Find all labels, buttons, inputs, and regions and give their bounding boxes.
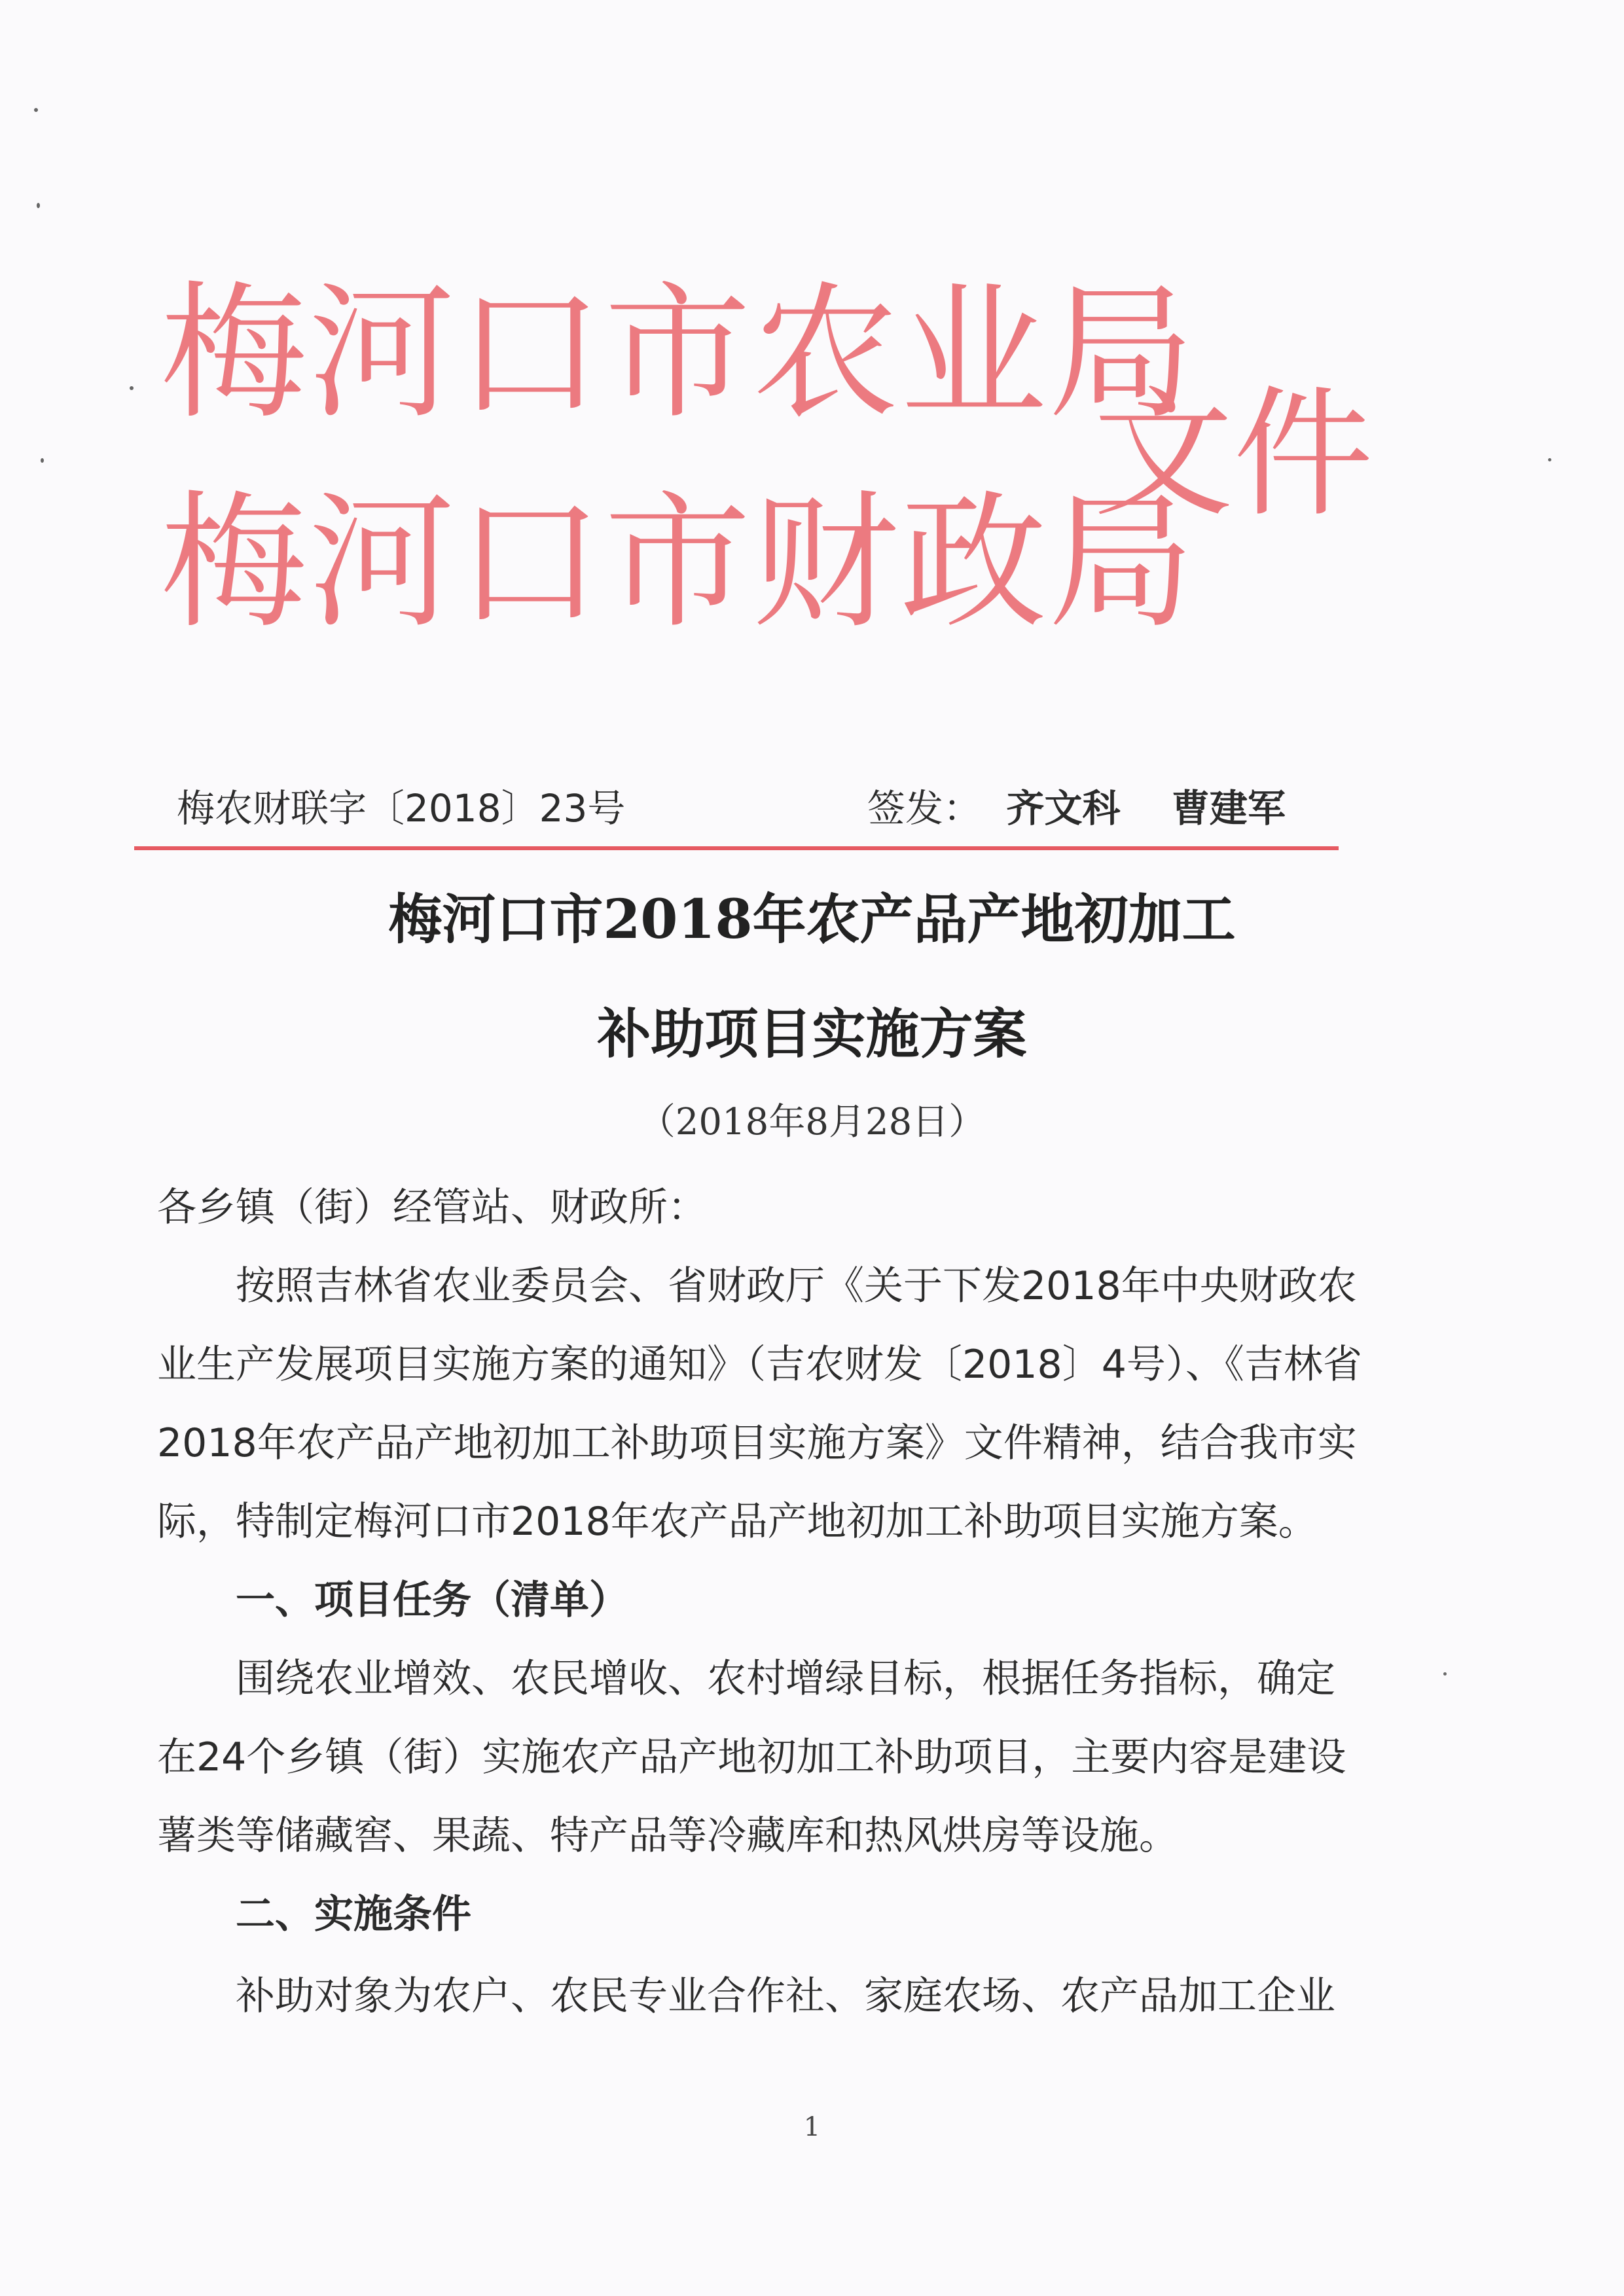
document-title-line: 补助项目实施方案 xyxy=(597,1003,1027,1066)
paragraph-line: 际，特制定梅河口市2018年农产品产地初加工补助项目实施方案。 xyxy=(157,1499,1318,1545)
scan-speck xyxy=(41,458,44,463)
issuer-name-agriculture: 梅河口市农业局 xyxy=(160,268,1196,439)
issuer-name-finance: 梅河口市财政局 xyxy=(160,477,1196,648)
document-date: （2018年8月28日） xyxy=(638,1101,986,1143)
salutation: 各乡镇（街）经管站、财政所： xyxy=(157,1185,707,1230)
signer-name: 齐文科 xyxy=(1006,786,1121,831)
signer-block xyxy=(867,776,1286,841)
paragraph-line: 按照吉林省农业委员会、省财政厅《关于下发2018年中央财政农 xyxy=(236,1263,1357,1309)
section-heading: 二、实施条件 xyxy=(236,1892,471,1937)
section-heading: 一、项目任务（清单） xyxy=(236,1577,628,1623)
red-divider xyxy=(134,846,1339,850)
document-title-line: 梅河口市2018年农产品产地初加工 xyxy=(388,888,1236,951)
document-number: 梅农财联字〔2018〕23号 xyxy=(177,786,626,831)
paragraph-line: 补助对象为农户、农民专业合作社、家庭农场、农产品加工企业 xyxy=(236,1973,1335,2019)
paragraph-line: 2018年农产品产地初加工补助项目实施方案》文件精神，结合我市实 xyxy=(157,1420,1357,1466)
signer-label: 签发： xyxy=(867,786,982,831)
paragraph-line: 在24个乡镇（街）实施农产品产地初加工补助项目，主要内容是建设 xyxy=(157,1734,1346,1780)
paragraph-line: 薯类等储藏窖、果蔬、特产品等冷藏库和热风烘房等设施。 xyxy=(157,1813,1178,1859)
scan-speck xyxy=(130,386,134,390)
paragraph-line: 围绕农业增效、农民增收、农村增绿目标，根据任务指标，确定 xyxy=(236,1656,1335,1702)
signer-name: 曹建军 xyxy=(1171,786,1286,831)
scan-speck xyxy=(1548,458,1551,461)
header-suffix: 文件 xyxy=(1093,373,1373,536)
paragraph-line: 业生产发展项目实施方案的通知》（吉农财发〔2018〕4号）、《吉林省 xyxy=(157,1342,1362,1388)
scan-speck xyxy=(1443,1672,1447,1676)
scan-speck xyxy=(34,108,38,112)
reference-row xyxy=(177,776,1316,841)
scan-speck xyxy=(37,203,40,208)
page-number: 1 xyxy=(803,2112,821,2142)
